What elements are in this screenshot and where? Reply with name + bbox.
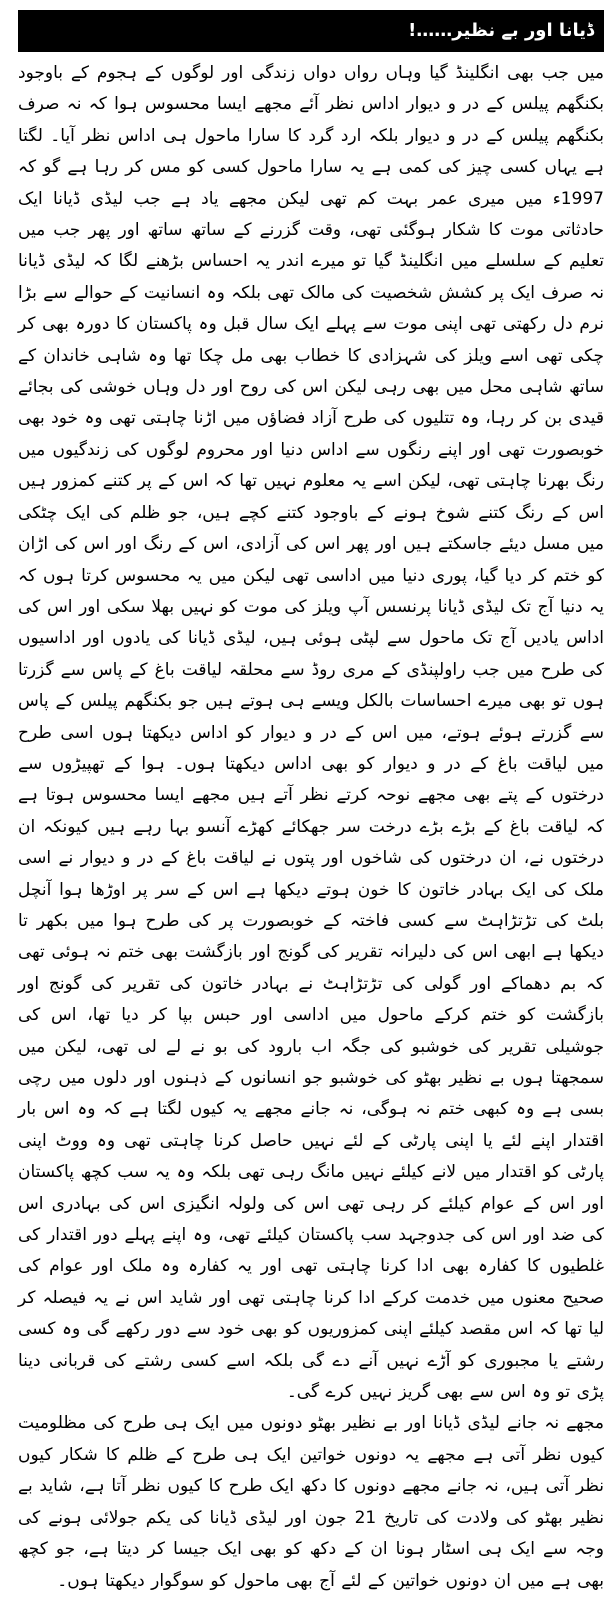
article-paragraph-2: مجھے نہ جانے لیڈی ڈیانا اور بے نظیر بھٹو دونوں میں ایک ہی طرح کی مظلومیت کیوں نظر آتی ہے مجھے یہ دونوں خواتین ایک ہی طرح کے ظلم کا شکار کیوں نظر آتی ہیں، نہ جانے مجھے دونوں کا دکھ ایک طرح کا کیوں نظر آتا ہے، شاید بے نظیر بھٹو کی ولادت کی تاریخ 21 جون اور لیڈی ڈیانا کی یکم جولائی ہونے کی وجہ سے ایک ہی اسٹار ہونا ان کے دکھ کو بھی ایک جیسا کر دیتا ہے، جو کچھ بھی ہے میں ان دونوں خواتین کے لئے آج بھی ماحول کو سوگوار دیکھتا ہوں۔ xyxy=(18,1413,605,1591)
article-body xyxy=(18,58,605,1591)
article-paragraph-1: میں جب بھی انگلینڈ گیا وہاں رواں دواں زندگی اور لوگوں کے ہجوم کے باوجود بکنگھم پیلس کے در و دیوار اداس نظر آئے مجھے ایسا محسوس ہوا کہ نہ صرف بکنگھم پیلس کے در و دیوار بلکہ ارد گرد کا سارا ماحول ہی اداس نظر آیا۔ لگتا ہے یہاں کسی چیز کی کمی ہے یہ سارا ماحول کسی کو مس کر رہا ہے گو کہ 1997ء میں میری عمر بہت کم تھی لیکن مجھے یاد ہے جب لیڈی ڈیانا ایک حادثاتی موت کا شکار ہوگئی تھی، وقت گزرنے کے ساتھ ساتھ اور پھر جب میں تعلیم کے سلسلے میں انگلینڈ گیا تو میرے اندر یہ احساس بڑھنے لگا کہ لیڈی ڈیانا نہ صرف ایک پر کشش شخصیت کی مالک تھی بلکہ وہ انسانیت کے حوالے سے بڑا نرم دل رکھتی تھی اپنی موت سے پہلے ایک سال قبل وہ پاکستان کا دورہ بھی کر چکی تھی اسے ویلز کی شہزادی کا خطاب بھی مل چکا تھا وہ شاہی خاندان کے ساتھ شاہی محل میں بھی رہی لیکن اس کی روح اور دل وہاں خوشی کی بجائے قیدی بن کر رہا، وہ تتلیوں کی طرح آزاد فضاؤں میں اڑنا چاہتی تھی وہ خود بھی خوبصورت تھی اور اپنے رنگوں سے اداس دنیا اور محروم لوگوں کی زندگیوں میں رنگ بھرنا چاہتی تھی، لیکن اسے یہ معلوم نہیں تھا کہ اس کے پر کتنے کمزور ہیں اس کے رنگ کتنے شوخ ہونے کے باوجود کتنے کچے ہیں، جو ظلم کی ایک چٹکی میں مسل دیئے جاسکتے ہیں اور پھر اس کی آزادی، اس کے رنگ اور اس کی اڑان کو ختم کر دیا گیا، پوری دنیا میں اداسی تھی لیکن میں یہ محسوس کرتا ہوں کہ یہ دنیا آج تک لیڈی ڈیانا پرنسس آپ ویلز کی موت کو نہیں بھلا سکی اور اس کی اداس یادیں آج تک ماحول سے لپٹی ہوئی ہیں، لیڈی ڈیانا کی یادوں اور اداسیوں کی طرح میں جب راولپنڈی کے مری روڈ سے محلقہ لیاقت باغ کے پاس سے گزرتا ہوں تو بھی میرے احساسات بالکل ویسے ہی ہوتے ہیں جو بکنگھم پیلس کے پاس سے گزرتے ہوئے ہوتے، میں اس کے در و دیوار کو اداس دیکھتا ہوں اسی طرح میں لیاقت باغ کے در و دیوار کو بھی اداس دیکھتا ہوں۔ ہوا کے تھپیڑوں سے درختوں کے پتے بھی مجھے نوحہ کرتے نظر آتے ہیں مجھے ایسا محسوس ہوتا ہے کہ لیاقت باغ کے بڑے بڑے درخت سر جھکائے کھڑے آنسو بہا رہے ہیں کیونکہ ان درختوں نے، ان درختوں کی شاخوں اور پتوں نے لیاقت باغ کے در و دیوار نے اسی ملک کی ایک بہادر خاتون کا خون ہوتے دیکھا ہے اس کے سر پر اوڑھا ہوا آنچل بلٹ کی تڑتڑاہٹ سے کسی فاختہ کے خوبصورت پر کی طرح ہوا میں بکھر تا دیکھا ہے ابھی اس کی دلیرانہ تقریر کی گونج اور بازگشت بھی ختم نہ ہوئی تھی کہ بم دھماکے اور گولی کی تڑتڑاہٹ نے بہادر خاتون کی تقریر کی گونج اور بازگشت کو ختم کرکے ماحول میں اداسی اور حبس بپا کر دیا تھا، اس کی جوشیلی تقریر کی خوشبو کی جگہ اب بارود کی بو نے لے لی تھی، لیکن میں سمجھتا ہوں بے نظیر بھٹو کی خوشبو جو انسانوں کے ذہنوں اور دلوں میں رچی بسی ہے وہ کبھی ختم نہ ہوگی، نہ جانے مجھے یہ کیوں لگتا ہے کہ وہ اس بار اقتدار اپنے لئے یا اپنی پارٹی کے لئے نہیں حاصل کرنا چاہتی تھی وہ ووٹ اپنی پارٹی کو اقتدار میں لانے کیلئے نہیں مانگ رہی تھی بلکہ وہ یہ سب کچھ پاکستان اور اس کے عوام کیلئے کر رہی تھی اس کی ولولہ انگیزی اس کی بہادری اس کی ضد اور اس کی جدوجہد سب پاکستان کیلئے تھی، وہ اپنے پہلے دور اقتدار کی غلطیوں کا کفارہ بھی ادا کرنا چاہتی تھی اور یہ کفارہ وہ ملک اور عوام کی صحیح معنوں میں خدمت کرکے ادا کرنا چاہتی تھی اور شاید اس نے یہ فیصلہ کر لیا تھا کہ اس مقصد کیلئے اپنی کمزوریوں کو بھی خود سے دور رکھے گی وہ کسی رشتے یا مجبوری کو آڑے نہیں آنے دے گی بلکہ اسے کسی رشتے کی قربانی دینا پڑی تو وہ اس سے بھی گریز نہیں کرے گی۔ xyxy=(18,63,604,1403)
article-title: ڈیانا اور بے نظیر……! xyxy=(408,20,594,41)
title-bar xyxy=(18,10,604,52)
